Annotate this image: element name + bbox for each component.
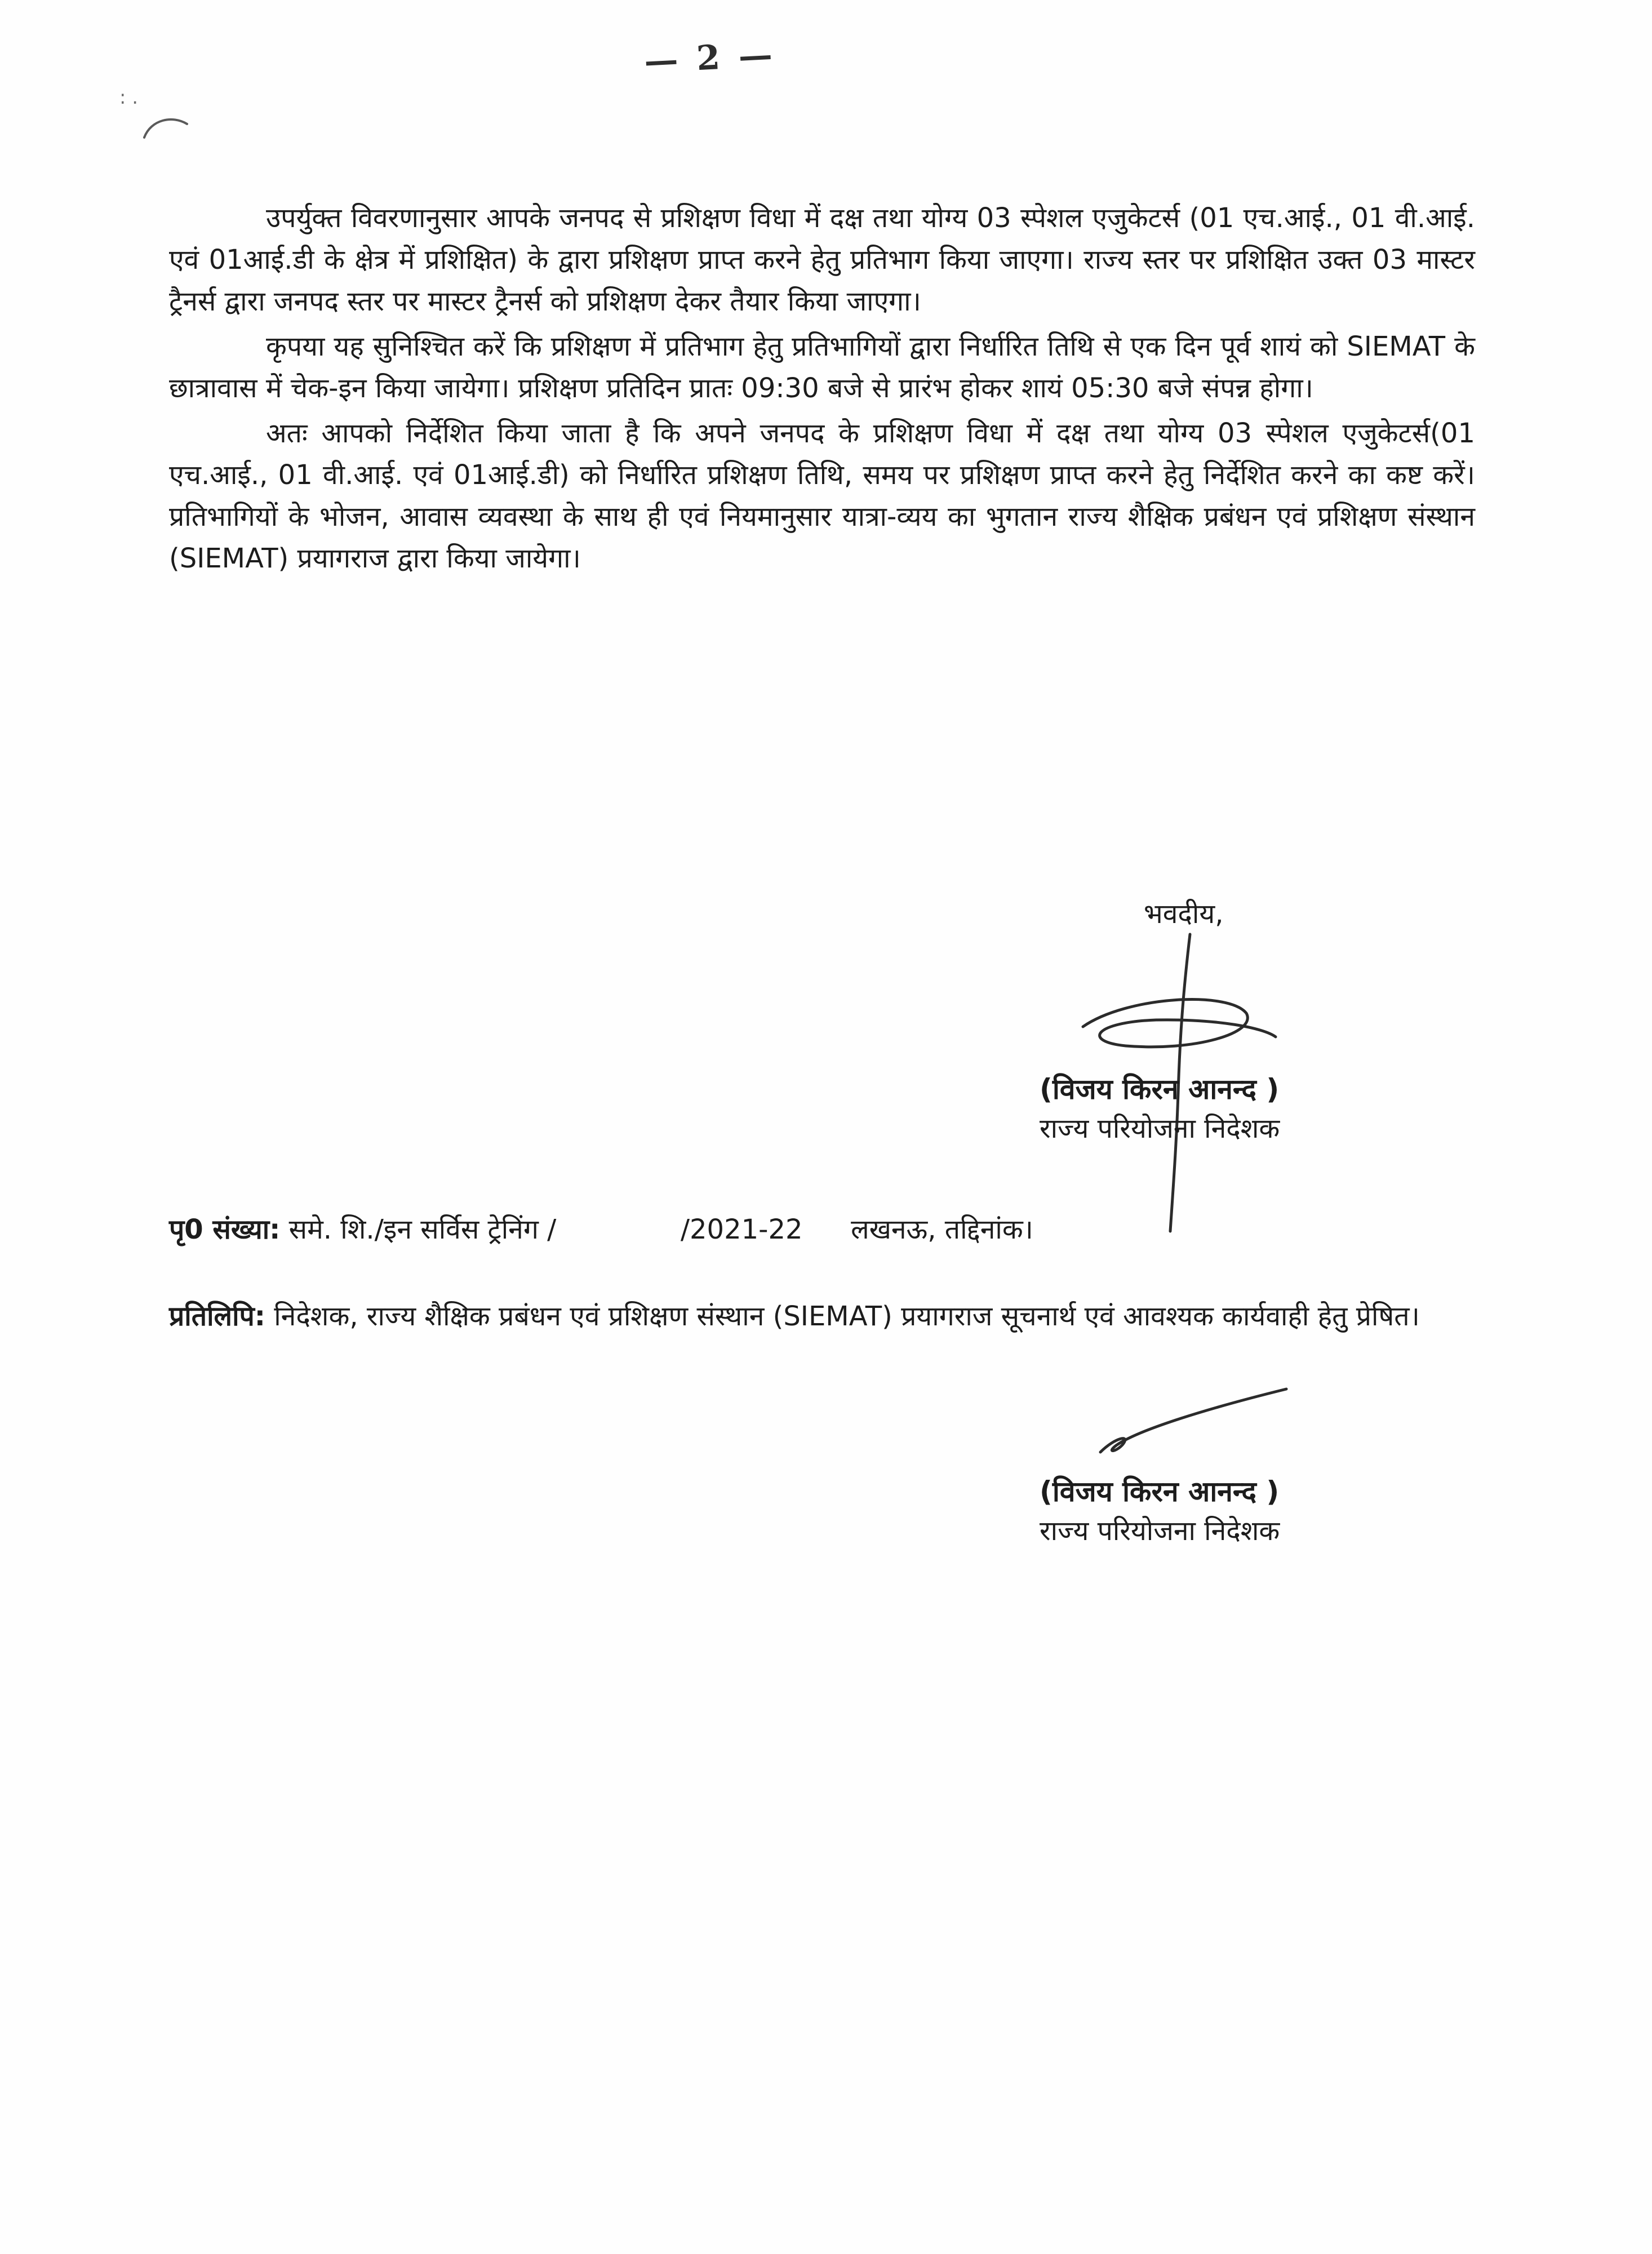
signatory-name: (विजय किरन आनन्द ): [1040, 1475, 1280, 1508]
reference-text: समे. शि./इन सर्विस ट्रेनिंग /: [288, 1214, 557, 1245]
signatory-block-2: [1040, 1472, 1280, 1551]
page-number: — 2 —: [643, 34, 777, 82]
closing-salutation: भवदीय,: [1144, 898, 1224, 930]
reference-place-date: लखनऊ, तद्दिनांक।: [851, 1214, 1033, 1245]
signatory-title: राज्य परियोजना निदेशक: [1040, 1113, 1280, 1144]
signatory-block-1: [1040, 1070, 1280, 1148]
reference-label: पृ0 संख्या:: [169, 1214, 281, 1245]
copy-text: निदेशक, राज्य शैक्षिक प्रबंधन एवं प्रशिक्षण संस्थान (SIEMAT) प्रयागराज सूचनार्थ एवं आवश्यक कार्यवाही हेतु प्रेषित।: [274, 1301, 1420, 1332]
paragraph-3: अतः आपको निर्देशित किया जाता है कि अपने जनपद के प्रशिक्षण विधा में दक्ष तथा योग्य 03 स्पेशल एजुकेटर्स(01 एच.आई., 01 वी.आई. एवं 01आई.डी) को निर्धारित प्रशिक्षण तिथि, समय पर प्रशिक्षण प्राप्त करने हेतु निर्देशित करने का कष्ट करें।प्रतिभागियों के भोजन, आवास व्यवस्था के साथ ही एवं नियमानुसार यात्रा-व्यय का भुगतान राज्य शैक्षिक प्रबंधन एवं प्रशिक्षण संस्थान (SIEMAT) प्रयागराज द्वारा किया जायेगा।: [169, 418, 1475, 574]
signature-stroke: [1090, 1383, 1299, 1465]
scan-speckle: : .: [119, 86, 139, 109]
reference-year: /2021-22: [680, 1214, 803, 1245]
copy-block: [169, 1294, 1490, 1339]
reference-line: [169, 1210, 1606, 1247]
letter-body: [169, 197, 1475, 583]
stray-pen-mark: [140, 113, 193, 147]
paragraph-2: कृपया यह सुनिश्चित करें कि प्रशिक्षण में प्रतिभाग हेतु प्रतिभागियों द्वारा निर्धारित तिथि से एक दिन पूर्व शायं को SIEMAT के छात्रावास में चेक-इन किया जायेगा। प्रशिक्षण प्रतिदिन प्रातः 09:30 बजे से प्रारंभ होकर शायं 05:30 बजे संपन्न होगा।: [169, 331, 1475, 404]
signatory-name: (विजय किरन आनन्द ): [1040, 1073, 1280, 1106]
copy-label: प्रतिलिपि:: [169, 1301, 265, 1332]
paragraph-1: उपर्युक्त विवरणानुसार आपके जनपद से प्रशिक्षण विधा में दक्ष तथा योग्य 03 स्पेशल एजुकेटर्स (01 एच.आई., 01 वी.आई. एवं 01आई.डी के क्षेत्र में प्रशिक्षित) के द्वारा प्रशिक्षण प्राप्त करने हेतु प्रतिभाग किया जाएगा। राज्य स्तर पर प्रशिक्षित उक्त 03 मास्टर ट्रैनर्स द्वारा जनपद स्तर पर मास्टर ट्रैनर्स को प्रशिक्षण देकर तैयार किया जाएगा।: [169, 202, 1475, 317]
signatory-title: राज्य परियोजना निदेशक: [1040, 1515, 1280, 1547]
